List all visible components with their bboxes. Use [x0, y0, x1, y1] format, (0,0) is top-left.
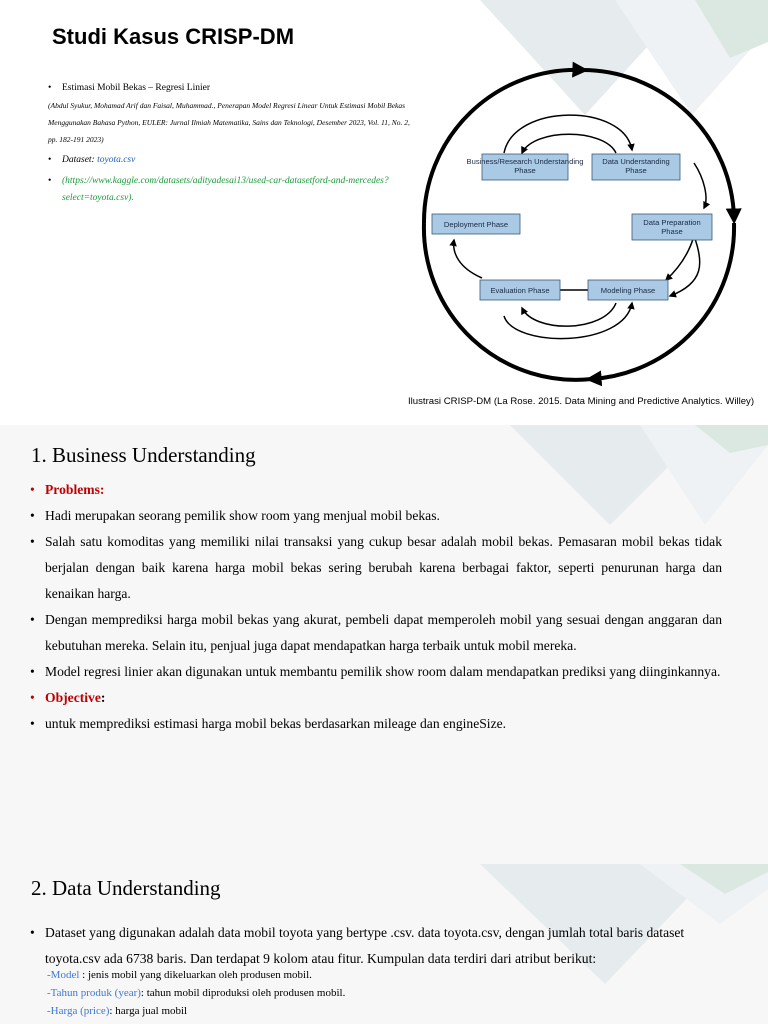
- dataset-label: Dataset:: [62, 155, 98, 165]
- page-title: Studi Kasus CRISP-DM: [52, 24, 295, 49]
- phase-label: Evaluation Phase: [490, 286, 550, 295]
- phase-data-understanding: [592, 154, 680, 180]
- section-title: 1. Business Understanding: [31, 443, 256, 467]
- objective-heading: • Objective:: [30, 685, 722, 711]
- list-item-topic: • Estimasi Mobil Bekas – Regresi Linier: [48, 80, 416, 97]
- phase-evaluation: [480, 280, 560, 300]
- phase-label: Deployment Phase: [443, 220, 509, 229]
- phase-modeling: [588, 280, 668, 300]
- slide-business-understanding: [0, 425, 768, 850]
- dataset-description: • Dataset yang digunakan adalah data mobil toyota yang bertype .csv. data toyota.csv, dengan jumlah total baris dataset toyota.csv ada 6738 baris. Dan terdapat 9 kolom atau fitur. Kumpulan data terdiri dari atribut berikut:: [30, 920, 730, 972]
- diagram-caption: Ilustrasi CRISP-DM (La Rose. 2015. Data Mining and Predictive Analytics. Willey): [408, 396, 755, 407]
- attribute-item: -Model : jenis mobil yang dikeluarkan oleh produsen mobil.: [47, 969, 312, 981]
- crisp-dm-diagram: [404, 58, 750, 388]
- phase-label: Data Preparation Phase: [643, 218, 701, 236]
- business-content: [30, 477, 722, 737]
- citation-text: (Abdul Syukur, Mohamad Arif dan Faisal, Muhammad., Penerapan Model Regresi Linear Untuk Estimasi Mobil Bekas Menggunakan Bahasa Python, EULER: Jurnal Ilmiah Matematika, Sains dan Teknologi, Desember 2023, Vol. 11, No. 2, pp. 182-191 2023): [48, 101, 410, 144]
- list-item-dataset-url: [48, 173, 416, 207]
- problem-item: • Hadi merupakan seorang pemilik show room yang menjual mobil bekas.: [30, 503, 722, 529]
- phase-deployment: [432, 214, 520, 234]
- problem-item: • Salah satu komoditas yang memiliki nilai transaksi yang cukup besar adalah mobil bekas. Pemasaran mobil bekas tidak berjalan dengan baik karena harga mobil bekas sering berubah karena berbagai faktor, seperti penurunan harga dan kenaikan harga.: [30, 529, 722, 607]
- phase-label: Business/Research Understanding Phase: [466, 157, 584, 175]
- slide-data-understanding: [0, 850, 768, 1024]
- problems-heading: • Problems:: [30, 477, 722, 503]
- case-study-list: [48, 80, 416, 207]
- problem-item: • Model regresi linier akan digunakan untuk membantu pemilik show room dalam mendapatkan prediksi yang diinginkannya.: [30, 659, 722, 685]
- problem-item: • Dengan memprediksi harga mobil bekas yang akurat, pembeli dapat memperoleh mobil yang sesuai dengan anggaran dan kebutuhan mereka. Selain itu, penjual juga dapat mendapatkan harga terbaik untuk mobil mereka.: [30, 607, 722, 659]
- phase-data-preparation: [632, 214, 712, 240]
- attribute-item: -Harga (price): harga jual mobil: [47, 1005, 188, 1017]
- list-item-dataset: [48, 152, 416, 169]
- objective-item: • untuk memprediksi estimasi harga mobil bekas berdasarkan mileage dan engineSize.: [30, 711, 722, 737]
- attribute-item: -Tahun produk (year): tahun mobil diproduksi oleh produsen mobil.: [47, 987, 346, 999]
- slide-crisp-dm: [0, 0, 768, 425]
- data-content: [30, 920, 730, 1020]
- phase-label: Data Understanding Phase: [602, 157, 670, 175]
- dataset-url-link[interactable]: (https://www.kaggle.com/datasets/adityadesai13/used-car-datasetford-and-mercedes?select=toyota.csv).: [62, 176, 389, 203]
- dataset-file-link[interactable]: toyota.csv: [97, 155, 136, 165]
- phase-business-understanding: [467, 154, 584, 180]
- phase-label: Modeling Phase: [600, 286, 656, 295]
- section-title: 2. Data Understanding: [31, 876, 221, 900]
